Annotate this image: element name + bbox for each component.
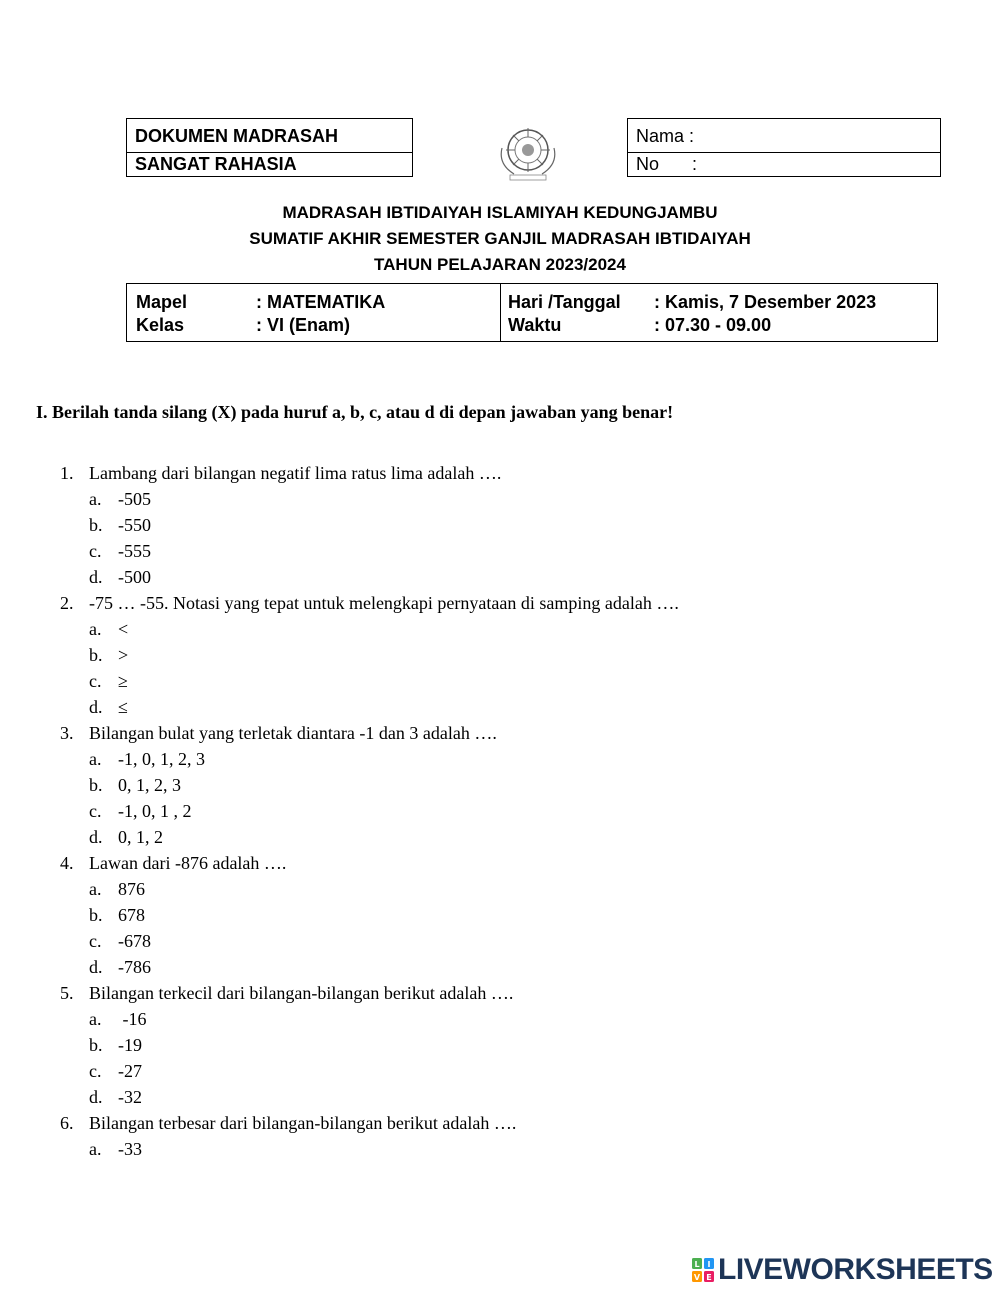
answer-option[interactable] <box>60 824 679 850</box>
option-letter: d. <box>89 1087 103 1107</box>
answer-option[interactable] <box>60 954 679 980</box>
answer-option[interactable] <box>60 538 679 564</box>
question-6 <box>60 1110 679 1136</box>
answer-option[interactable] <box>60 746 679 772</box>
name-field[interactable]: Nama : <box>628 119 940 153</box>
exam-name: SUMATIF AKHIR SEMESTER GANJIL MADRASAH IBTIDAIYAH <box>249 229 751 248</box>
option-letter: c. <box>89 671 102 691</box>
liveworksheets-icon <box>692 1258 714 1282</box>
exam-titles <box>0 200 1000 278</box>
question-number: 1. <box>60 463 74 483</box>
answer-option[interactable] <box>60 1136 679 1162</box>
question-text: -75 … -55. Notasi yang tepat untuk melengkapi pernyataan di samping adalah …. <box>89 593 679 613</box>
question-text: Bilangan terbesar dari bilangan-bilangan berikut adalah …. <box>89 1113 517 1133</box>
question-4 <box>60 850 679 876</box>
question-3 <box>60 720 679 746</box>
question-text: Lawan dari -876 adalah …. <box>89 853 287 873</box>
answer-option[interactable] <box>60 1032 679 1058</box>
number-colon: : <box>692 154 698 174</box>
option-letter: d. <box>89 827 103 847</box>
date-value: : Kamis, 7 Desember 2023 <box>654 292 877 312</box>
option-text: ≥ <box>118 671 128 691</box>
info-divider <box>500 284 501 341</box>
option-letter: a. <box>89 489 102 509</box>
question-5 <box>60 980 679 1006</box>
icon-letter: E <box>706 1273 712 1282</box>
option-letter: a. <box>89 1139 102 1159</box>
option-letter: c. <box>89 541 102 561</box>
answer-option[interactable] <box>60 772 679 798</box>
option-text: 0, 1, 2 <box>118 827 163 847</box>
option-letter: c. <box>89 1061 102 1081</box>
option-text: -19 <box>118 1035 142 1055</box>
option-text: -505 <box>118 489 151 509</box>
brand-name[interactable]: LIVEWORKSHEETS <box>718 1253 993 1286</box>
option-text: -678 <box>118 931 151 951</box>
document-label-box <box>126 118 413 177</box>
question-2 <box>60 590 679 616</box>
date-label: Hari /Tanggal <box>508 292 621 312</box>
answer-option[interactable] <box>60 902 679 928</box>
madrasah-emblem-icon <box>494 120 562 188</box>
option-text: > <box>118 645 129 665</box>
number-label: No <box>636 154 660 174</box>
option-text: 0, 1, 2, 3 <box>118 775 181 795</box>
option-letter: a. <box>89 619 102 639</box>
icon-letter: V <box>693 1273 701 1282</box>
question-1 <box>60 460 679 486</box>
option-letter: b. <box>89 775 103 795</box>
option-text: -32 <box>118 1087 142 1107</box>
class-label: Kelas <box>136 315 185 335</box>
option-text: -550 <box>118 515 151 535</box>
number-field[interactable] <box>628 153 940 175</box>
option-text: 876 <box>118 879 145 899</box>
document-type-label: DOKUMEN MADRASAH <box>127 119 412 153</box>
option-text: -500 <box>118 567 151 587</box>
option-letter: d. <box>89 567 103 587</box>
question-number: 3. <box>60 723 74 743</box>
option-letter: b. <box>89 905 103 925</box>
question-text: Bilangan terkecil dari bilangan-bilangan berikut adalah …. <box>89 983 514 1003</box>
answer-option[interactable] <box>60 642 679 668</box>
question-number: 6. <box>60 1113 74 1133</box>
option-letter: a. <box>89 1009 102 1029</box>
option-text: -786 <box>118 957 151 977</box>
answer-option[interactable] <box>60 564 679 590</box>
option-letter: a. <box>89 749 102 769</box>
option-text: -1, 0, 1, 2, 3 <box>118 749 205 769</box>
answer-option[interactable] <box>60 512 679 538</box>
question-text: Lambang dari bilangan negatif lima ratus lima adalah …. <box>89 463 502 483</box>
option-text: < <box>118 619 129 639</box>
option-letter: d. <box>89 957 103 977</box>
subject-value: : MATEMATIKA <box>256 292 386 312</box>
option-text: -27 <box>118 1061 142 1081</box>
option-letter: c. <box>89 801 102 821</box>
answer-option[interactable] <box>60 876 679 902</box>
school-name: MADRASAH IBTIDAIYAH ISLAMIYAH KEDUNGJAMBU <box>282 203 718 222</box>
option-text: -555 <box>118 541 151 561</box>
icon-letter: I <box>707 1260 711 1269</box>
question-number: 4. <box>60 853 74 873</box>
subject-label: Mapel <box>136 292 188 312</box>
answer-option[interactable] <box>60 616 679 642</box>
confidentiality-label: SANGAT RAHASIA <box>135 154 297 174</box>
icon-letter: L <box>694 1260 700 1269</box>
question-list <box>60 460 679 1162</box>
class-value: : VI (Enam) <box>256 315 351 335</box>
option-letter: c. <box>89 931 102 951</box>
answer-option[interactable] <box>60 694 679 720</box>
answer-option[interactable] <box>60 668 679 694</box>
answer-option[interactable] <box>60 1006 679 1032</box>
answer-option[interactable] <box>60 486 679 512</box>
academic-year: TAHUN PELAJARAN 2023/2024 <box>374 255 626 274</box>
time-label: Waktu <box>508 315 562 335</box>
student-identity-box <box>627 118 941 177</box>
section-instruction: I. Berilah tanda silang (X) pada huruf a, b, c, atau d di depan jawaban yang benar! <box>36 402 674 422</box>
answer-option[interactable] <box>60 928 679 954</box>
option-text: 678 <box>118 905 145 925</box>
option-letter: d. <box>89 697 103 717</box>
option-text: -16 <box>118 1009 147 1029</box>
option-letter: b. <box>89 515 103 535</box>
answer-option[interactable] <box>60 1084 679 1110</box>
option-letter: b. <box>89 645 103 665</box>
answer-option[interactable] <box>60 1058 679 1084</box>
question-text: Bilangan bulat yang terletak diantara -1 dan 3 adalah …. <box>89 723 497 743</box>
answer-option[interactable] <box>60 798 679 824</box>
option-text: -1, 0, 1 , 2 <box>118 801 192 821</box>
option-text: ≤ <box>118 697 128 717</box>
option-letter: b. <box>89 1035 103 1055</box>
question-number: 5. <box>60 983 74 1003</box>
question-number: 2. <box>60 593 74 613</box>
option-letter: a. <box>89 879 102 899</box>
exam-info-box <box>126 283 938 342</box>
option-text: -33 <box>118 1139 142 1159</box>
time-value: : 07.30 - 09.00 <box>654 315 772 335</box>
